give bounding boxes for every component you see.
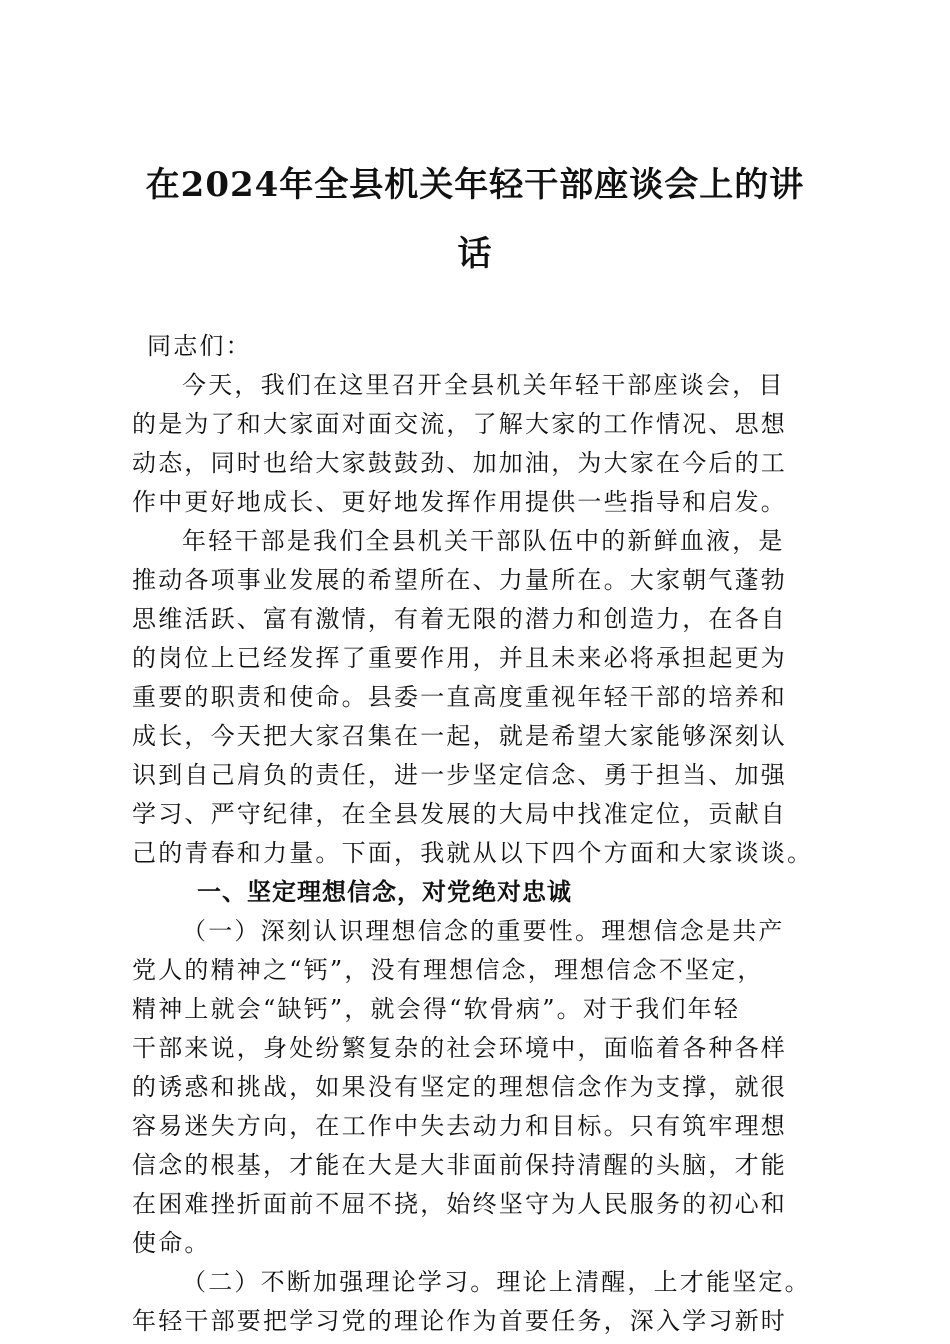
- paragraph-line: 精神上就会“缺钙”，就会得“软骨病”。对于我们年轻: [132, 995, 741, 1023]
- section-heading: 一、坚定理想信念，对党绝对忠诚: [197, 878, 572, 906]
- paragraph-line: 识到自己肩负的责任，进一步坚定信念、勇于担当、加强: [132, 761, 787, 789]
- paragraph-line: 己的青春和力量。下面，我就从以下四个方面和大家谈谈。: [132, 839, 814, 867]
- paragraph-line: 重要的职责和使命。县委一直高度重视年轻干部的培养和: [132, 683, 787, 711]
- paragraph-line: 信念的根基，才能在大是大非面前保持清醒的头脑，才能: [132, 1151, 787, 1179]
- paragraph-line: 党人的精神之“钙”，没有理想信念，理想信念不坚定，: [132, 956, 764, 984]
- paragraph-line: 学习、严守纪律，在全县发展的大局中找准定位，贡献自: [132, 800, 787, 828]
- paragraph-line: 年轻干部要把学习党的理论作为首要任务，深入学习新时: [132, 1307, 787, 1335]
- paragraph-line: 作中更好地成长、更好地发挥作用提供一些指导和启发。: [132, 488, 787, 516]
- paragraph-line: 在困难挫折面前不屈不挠，始终坚守为人民服务的初心和: [132, 1190, 787, 1218]
- paragraph-line: 的是为了和大家面对面交流，了解大家的工作情况、思想: [132, 410, 787, 438]
- document-title-line-2: 话: [457, 234, 493, 274]
- paragraph-line: 同志们：: [147, 332, 252, 360]
- paragraph-line: 年轻干部是我们全县机关干部队伍中的新鲜血液，是: [182, 527, 785, 555]
- paragraph-line: 干部来说，身处纷繁复杂的社会环境中，面临着各种各样: [132, 1034, 787, 1062]
- paragraph-line: 思维活跃、富有激情，有着无限的潜力和创造力，在各自: [132, 605, 787, 633]
- paragraph-line: （一）深刻认识理想信念的重要性。理想信念是共产: [182, 917, 785, 945]
- paragraph-line: 容易迷失方向，在工作中失去动力和目标。只有筑牢理想: [132, 1112, 787, 1140]
- paragraph-line: 的岗位上已经发挥了重要作用，并且未来必将承担起更为: [132, 644, 787, 672]
- paragraph-line: 使命。: [132, 1229, 211, 1257]
- paragraph-line: 的诱惑和挑战，如果没有坚定的理想信念作为支撑，就很: [132, 1073, 787, 1101]
- paragraph-line: 动态，同时也给大家鼓鼓劲、加加油，为大家在今后的工: [132, 449, 787, 477]
- paragraph-line: 今天，我们在这里召开全县机关年轻干部座谈会，目: [182, 371, 785, 399]
- paragraph-line: 推动各项事业发展的希望所在、力量所在。大家朝气蓬勃: [132, 566, 787, 594]
- document-title-line-1: 在2024年全县机关年轻干部座谈会上的讲: [145, 165, 805, 205]
- document-body: [132, 327, 827, 1341]
- paragraph-line: 成长，今天把大家召集在一起，就是希望大家能够深刻认: [132, 722, 787, 750]
- paragraph-line: （二）不断加强理论学习。理论上清醒，上才能坚定。: [182, 1268, 811, 1296]
